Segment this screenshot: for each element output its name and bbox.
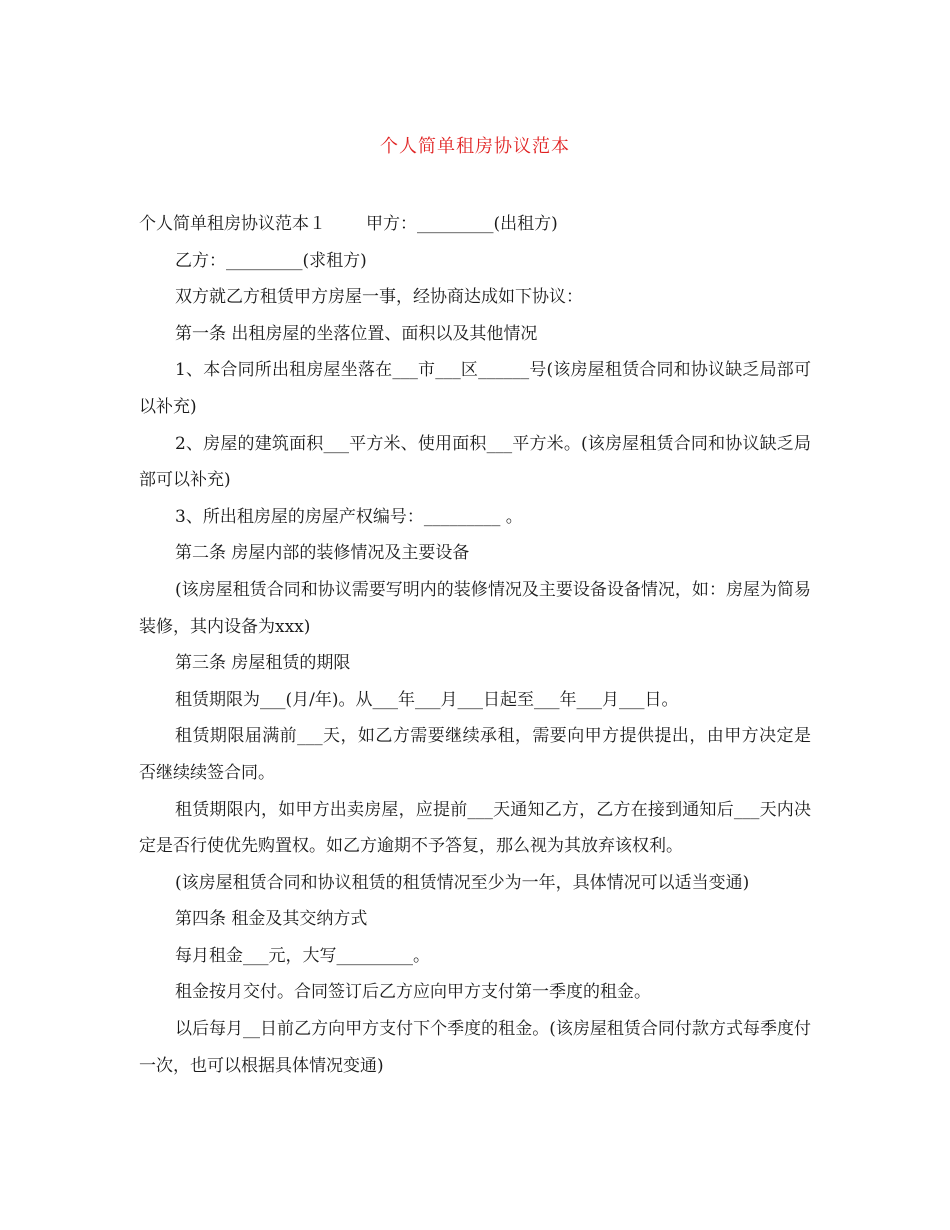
article-1-item-1: 1、本合同所出租房屋坐落在___市___区______号(该房屋租赁合同和协议缺乏局部可以补充) bbox=[139, 360, 811, 417]
article-3-note: (该房屋租赁合同和协议租赁的租赁情况至少为一年，具体情况可以适当变通) bbox=[175, 872, 750, 893]
article-2-heading: 第二条 房屋内部的装修情况及主要设备 bbox=[175, 543, 470, 564]
intro-lead: 个人简单租房协议范本１ bbox=[139, 214, 326, 234]
article-4-heading: 第四条 租金及其交纳方式 bbox=[175, 909, 368, 930]
article-4-rent: 每月租金___元，大写_________。 bbox=[175, 945, 430, 966]
document-title: 个人简单租房协议范本 bbox=[380, 136, 570, 157]
party-b-line: 乙方：_________(求租方) bbox=[175, 250, 367, 271]
document-body bbox=[139, 206, 811, 1084]
article-1-item-3: 3、所出租房屋的房屋产权编号：_________ 。 bbox=[175, 506, 523, 527]
article-1-item-2: 2、房屋的建筑面积___平方米、使用面积___平方米。(该房屋租赁合同和协议缺乏局部可以补充) bbox=[139, 433, 811, 491]
article-3-heading: 第三条 房屋租赁的期限 bbox=[175, 653, 351, 674]
agreement-intro: 双方就乙方租赁甲方房屋一事，经协商达成如下协议： bbox=[175, 287, 583, 308]
article-1-heading: 第一条 出租房屋的坐落位置、面积以及其他情况 bbox=[175, 323, 538, 344]
article-3-term: 租赁期限为___(月/年)。从___年___月___日起至___年___月___日。 bbox=[175, 689, 679, 710]
party-a-line: 甲方：_________(出租方) bbox=[366, 214, 558, 234]
article-4-payment: 租金按月交付。合同签订后乙方应向甲方支付第一季度的租金。 bbox=[175, 982, 651, 1003]
article-3-renewal: 租赁期限届满前___天，如乙方需要继续承租，需要向甲方提供提出，由甲方决定是否继续续签合同。 bbox=[139, 726, 811, 783]
article-3-sale: 租赁期限内，如甲方出卖房屋，应提前___天通知乙方，乙方在接到通知后___天内决定是否行使优先购置权。如乙方逾期不予答复，那么视为其放弃该权利。 bbox=[139, 799, 811, 857]
intro-paragraph bbox=[139, 206, 811, 243]
article-4-schedule: 以后每月__日前乙方向甲方支付下个季度的租金。(该房屋租赁合同付款方式每季度付一次，也可以根据具体情况变通) bbox=[139, 1019, 811, 1076]
article-2-note: (该房屋租赁合同和协议需要写明内的装修情况及主要设备设备情况，如：房屋为简易装修，其内设备为xxx) bbox=[139, 579, 811, 637]
